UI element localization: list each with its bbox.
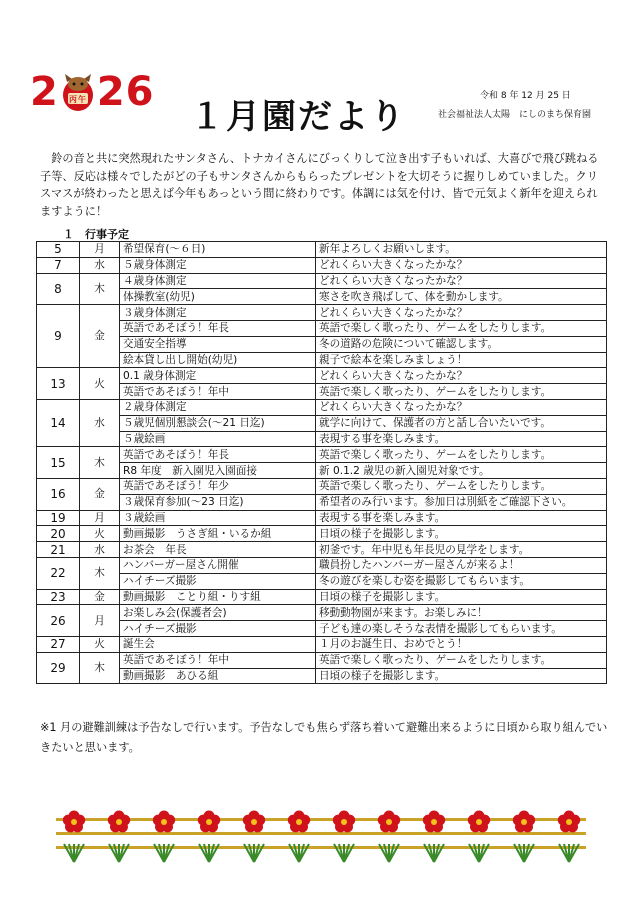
year-digit-rest: 26: [96, 69, 155, 115]
plum-flower-icon: [513, 811, 535, 863]
event-note-cell: 日頃の様子を撮影します。: [316, 526, 607, 542]
event-name-cell: 希望保育(～６日): [120, 242, 316, 258]
table-row: [37, 636, 607, 652]
organization-name: 社会福祉法人太陽 にしのまち保育園: [438, 110, 592, 120]
day-cell: 26: [37, 605, 80, 637]
day-cell: 15: [37, 447, 80, 479]
plum-flower-icon: [423, 811, 445, 863]
event-note-cell: 日頃の様子を撮影します。: [316, 668, 607, 684]
event-name-cell: ５歳絵画: [120, 431, 316, 447]
event-name-cell: ３歳絵画: [120, 510, 316, 526]
event-name-cell: ハイチーズ撮影: [120, 621, 316, 637]
gold-rails: [56, 818, 586, 849]
table-row: [37, 557, 607, 573]
page-title: １月園だより: [190, 97, 406, 137]
daruma-horse-icon: [60, 72, 96, 112]
day-cell: 16: [37, 478, 80, 510]
day-cell: 14: [37, 399, 80, 446]
issue-date: 令和 8 年 12 月 25 日: [480, 91, 571, 101]
weekday-cell: 水: [80, 257, 120, 273]
day-cell: 13: [37, 368, 80, 400]
event-note-cell: 英語で楽しく歌ったり、ゲームをしたりします。: [316, 478, 607, 494]
event-note-cell: 職員扮したハンバーガー屋さんが来るよ！: [316, 557, 607, 573]
event-note-cell: 就学に向けて、保護者の方と話し合いたいです。: [316, 415, 607, 431]
event-note-cell: どれくらい大きくなったかな？: [316, 273, 607, 289]
weekday-cell: 水: [80, 542, 120, 558]
weekday-cell: 月: [80, 242, 120, 258]
event-name-cell: 英語であそぼう！年長: [120, 447, 316, 463]
event-note-cell: 英語で楽しく歌ったり、ゲームをしたりします。: [316, 384, 607, 400]
day-cell: 27: [37, 636, 80, 652]
table-row: [37, 384, 607, 400]
event-note-cell: 子ども達の楽しそうな表情を撮影してもらいます。: [316, 621, 607, 637]
event-note-cell: 希望者のみ行います。参加日は別紙をご確認下さい。: [316, 494, 607, 510]
table-row: [37, 621, 607, 637]
footer-note: ※1 月の避難訓練は予告なしで行います。予告なしでも焦らず落ち着いて避難出来るように日頃から取り組んでいきたいと思います。: [40, 721, 608, 754]
event-note-cell: 英語で楽しく歌ったり、ゲームをしたりします。: [316, 652, 607, 668]
day-cell: 19: [37, 510, 80, 526]
day-cell: 9: [37, 305, 80, 368]
intro-paragraph: 鈴の音と共に突然現れたサンタさん、トナカイさんにびっくりして泣き出す子もいれば、大喜びで飛び跳ねる子等、反応は様々でしたがどの子もサンタさんからもらったプレゼントを大切そうに握りしめていました。クリスマスが終わったと思えば今年もあっという間に終わりです。体調には気を付け、皆で元気よく新年を迎えられますように！: [40, 152, 599, 218]
plum-pine-decoration: [52, 800, 592, 874]
event-name-cell: お楽しみ会(保護者会): [120, 605, 316, 621]
event-note-cell: 新年よろしくお願いします。: [316, 242, 607, 258]
weekday-cell: 木: [80, 652, 120, 684]
table-row: [37, 510, 607, 526]
weekday-cell: 木: [80, 273, 120, 305]
plum-flower-icon: [108, 811, 130, 863]
plum-flower-icon: [243, 811, 265, 863]
table-row: [37, 542, 607, 558]
table-row: [37, 242, 607, 258]
weekday-cell: 金: [80, 589, 120, 605]
event-name-cell: 0.1 歳身体測定: [120, 368, 316, 384]
event-note-cell: 表現する事を楽しみます。: [316, 431, 607, 447]
weekday-cell: 木: [80, 557, 120, 589]
event-name-cell: ハンバーガー屋さん開催: [120, 557, 316, 573]
table-row: [37, 415, 607, 431]
event-note-cell: どれくらい大きくなったかな？: [316, 368, 607, 384]
table-row: [37, 352, 607, 368]
weekday-cell: 火: [80, 636, 120, 652]
event-name-cell: 動画撮影 ことり組・りす組: [120, 589, 316, 605]
plum-flower-icon: [288, 811, 310, 863]
event-note-cell: 移動動物園が来ます。お楽しみに！: [316, 605, 607, 621]
event-name-cell: ５歳身体測定: [120, 257, 316, 273]
event-name-cell: ３歳身体測定: [120, 305, 316, 321]
day-cell: 7: [37, 257, 80, 273]
event-name-cell: 英語であそぼう！年少: [120, 478, 316, 494]
table-row: [37, 336, 607, 352]
weekday-cell: 火: [80, 368, 120, 400]
day-cell: 5: [37, 242, 80, 258]
weekday-cell: 金: [80, 305, 120, 368]
day-cell: 23: [37, 589, 80, 605]
event-name-cell: お茶会 年長: [120, 542, 316, 558]
weekday-cell: 月: [80, 605, 120, 637]
table-row: [37, 668, 607, 684]
table-row: [37, 289, 607, 305]
event-name-cell: 絵本貸し出し開始(幼児): [120, 352, 316, 368]
day-cell: 22: [37, 557, 80, 589]
event-name-cell: 誕生会: [120, 636, 316, 652]
event-note-cell: 英語で楽しく歌ったり、ゲームをしたりします。: [316, 320, 607, 336]
event-note-cell: 寒さを吹き飛ばして、体を動かします。: [316, 289, 607, 305]
table-row: [37, 589, 607, 605]
year-digit-first: 2: [30, 69, 59, 115]
table-row: [37, 494, 607, 510]
plum-flower-icon: [378, 811, 400, 863]
table-row: [37, 652, 607, 668]
plum-flower-icon: [333, 811, 355, 863]
event-note-cell: 表現する事を楽しみます。: [316, 510, 607, 526]
year-logo: [30, 70, 155, 114]
table-row: [37, 463, 607, 479]
event-name-cell: R8 年度 新入園児入園面接: [120, 463, 316, 479]
event-name-cell: 動画撮影 うさぎ組・いるか組: [120, 526, 316, 542]
plum-flower-icon: [153, 811, 175, 863]
event-name-cell: 英語であそぼう！年長: [120, 320, 316, 336]
event-note-cell: 新 0.1.2 歳児の新入園児対象です。: [316, 463, 607, 479]
event-name-cell: 体操教室(幼児): [120, 289, 316, 305]
table-row: [37, 431, 607, 447]
event-note-cell: 冬の遊びを楽しむ姿を撮影してもらいます。: [316, 573, 607, 589]
event-note-cell: どれくらい大きくなったかな？: [316, 399, 607, 415]
weekday-cell: 金: [80, 478, 120, 510]
table-row: [37, 257, 607, 273]
event-name-cell: ２歳身体測定: [120, 399, 316, 415]
plum-flower-icon: [558, 811, 580, 863]
day-cell: 20: [37, 526, 80, 542]
event-name-cell: 英語であそぼう！年中: [120, 652, 316, 668]
table-row: [37, 320, 607, 336]
event-note-cell: 冬の道路の危険について確認します。: [316, 336, 607, 352]
schedule-body: [37, 242, 607, 684]
section-title: １ 行事予定: [63, 228, 129, 241]
table-row: [37, 605, 607, 621]
event-note-cell: 親子で絵本を楽しみましょう！: [316, 352, 607, 368]
day-cell: 8: [37, 273, 80, 305]
event-name-cell: ４歳身体測定: [120, 273, 316, 289]
table-row: [37, 399, 607, 415]
event-name-cell: 英語であそぼう！年中: [120, 384, 316, 400]
plum-flower-icon: [198, 811, 220, 863]
event-name-cell: ５歳児個別懇談会(～21 日迄): [120, 415, 316, 431]
table-row: [37, 526, 607, 542]
plum-flower-icon: [63, 811, 85, 863]
weekday-cell: 木: [80, 447, 120, 479]
table-row: [37, 273, 607, 289]
day-cell: 21: [37, 542, 80, 558]
weekday-cell: 月: [80, 510, 120, 526]
table-row: [37, 573, 607, 589]
event-note-cell: どれくらい大きくなったかな？: [316, 257, 607, 273]
event-note-cell: １月のお誕生日、おめでとう！: [316, 636, 607, 652]
table-row: [37, 447, 607, 463]
table-row: [37, 478, 607, 494]
weekday-cell: 火: [80, 526, 120, 542]
schedule-table: [36, 241, 607, 684]
plum-flower-icon: [468, 811, 490, 863]
event-name-cell: ３歳保育参加(～23 日迄): [120, 494, 316, 510]
event-note-cell: 日頃の様子を撮影します。: [316, 589, 607, 605]
event-note-cell: 英語で楽しく歌ったり、ゲームをしたりします。: [316, 447, 607, 463]
event-name-cell: ハイチーズ撮影: [120, 573, 316, 589]
table-row: [37, 305, 607, 321]
event-name-cell: 動画撮影 あひる組: [120, 668, 316, 684]
event-note-cell: 初釜です。年中児も年長児の見学をします。: [316, 542, 607, 558]
event-name-cell: 交通安全指導: [120, 336, 316, 352]
weekday-cell: 水: [80, 399, 120, 446]
day-cell: 29: [37, 652, 80, 684]
daruma-label: 丙午: [68, 95, 87, 104]
table-row: [37, 368, 607, 384]
event-note-cell: どれくらい大きくなったかな？: [316, 305, 607, 321]
